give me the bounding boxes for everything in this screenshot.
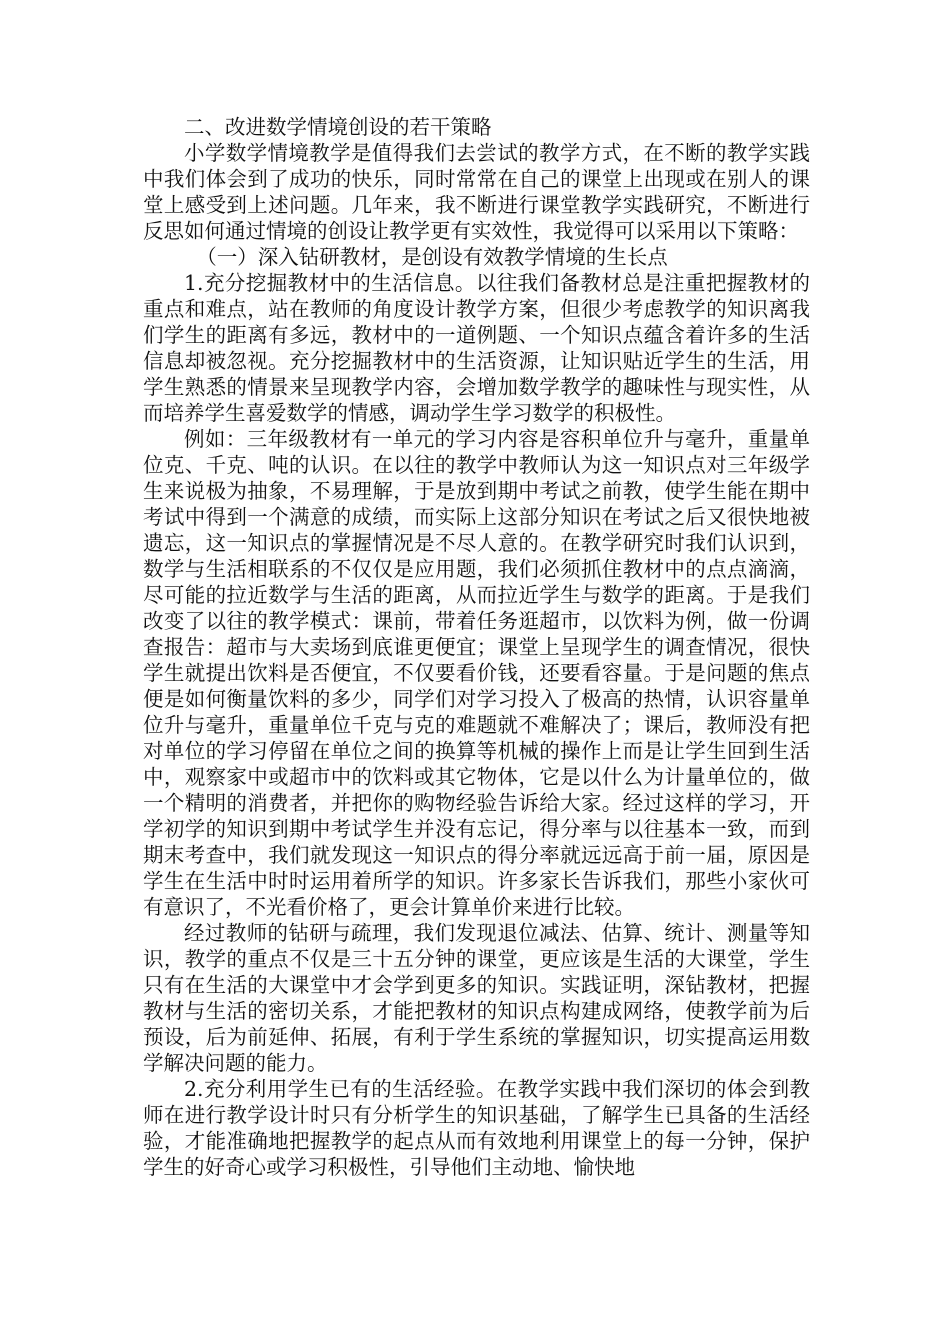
intro-paragraph: 小学数学情境教学是值得我们去尝试的教学方式，在不断的教学实践中我们体会到了成功的快乐，同时常常在自己的课堂上出现或在别人的课堂上感受到上述问题。几年来，我不断进行课堂教学实践研究，不断进行反思如何通过情境的创设让教学更有实效性，我觉得可以采用以下策略： xyxy=(143,141,810,243)
subsection-heading: （一）深入钻研教材，是创设有效教学情境的生长点 xyxy=(196,245,668,269)
section-heading: 二、改进数学情境创设的若干策略 xyxy=(184,115,492,139)
reflection-paragraph: 经过教师的钻研与疏理，我们发现退位减法、估算、统计、测量等知识，教学的重点不仅是三十五分钟的课堂，更应该是生活的大课堂，学生只有在生活的大课堂中才会学到更多的知识。实践证明，深钻教材，把握教材与生活的密切关系，才能把教材的知识点构建成网络，使教学前为后预设，后为前延伸、拓展，有利于学生系统的掌握知识，切实提高运用数学解决问题的能力。 xyxy=(143,921,810,1075)
point-1-paragraph: 1.充分挖掘教材中的生活信息。以往我们备教材总是注重把握教材的重点和难点，站在教师的角度设计教学方案，但很少考虑教学的知识离我们学生的距离有多远，教材中的一道例题、一个知识点蕴含着许多的生活信息却被忽视。充分挖掘教材中的生活资源，让知识贴近学生的生活，用学生熟悉的情景来呈现教学内容，会增加数学教学的趣味性与现实性，从而培养学生喜爱数学的情感，调动学生学习数学的积极性。 xyxy=(143,271,810,425)
example-paragraph: 例如：三年级教材有一单元的学习内容是容积单位升与毫升，重量单位克、千克、吨的认识。在以往的教学中教师认为这一知识点对三年级学生来说极为抽象，不易理解，于是放到期中考试之前教，使学生能在期中考试中得到一个满意的成绩，而实际上这部分知识在考试之后又很快地被遗忘，这一知识点的掌握情况是不尽人意的。在教学研究时我们认识到，数学与生活相联系的不仅仅是应用题，我们必须抓住教材中的点点滴滴，尽可能的拉近数学与生活的距离，从而拉近学生与数学的距离。于是我们改变了以往的教学模式：课前，带着任务逛超市，以饮料为例，做一份调查报告：超市与大卖场到底谁更便宜；课堂上呈现学生的调查情况，很快学生就提出饮料是否便宜，不仅要看价钱，还要看容量。于是问题的焦点便是如何衡量饮料的多少，同学们对学习投入了极高的热情，认识容量单位升与毫升，重量单位千克与克的难题就不难解决了；课后，教师没有把对单位的学习停留在单位之间的换算等机械的操作上而是让学生回到生活中，观察家中或超市中的饮料或其它物体，它是以什么为计量单位的，做一个精明的消费者，并把你的购物经验告诉给大家。经过这样的学习，开学初学的知识到期中考试学生并没有忘记，得分率与以往基本一致，而到期末考查中，我们就发现这一知识点的得分率就远远高于前一届，原因是学生在生活中时时运用着所学的知识。许多家长告诉我们，那些小家伙可有意识了，不光看价格了，更会计算单价来进行比较。 xyxy=(143,427,810,919)
point-2-paragraph: 2.充分利用学生已有的生活经验。在教学实践中我们深切的体会到教师在进行教学设计时只有分析学生的知识基础，了解学生已具备的生活经验，才能准确地把握教学的起点从而有效地利用课堂上的每一分钟，保护学生的好奇心或学习积极性，引导他们主动地、愉快地 xyxy=(143,1077,810,1179)
document-page xyxy=(143,114,810,1180)
